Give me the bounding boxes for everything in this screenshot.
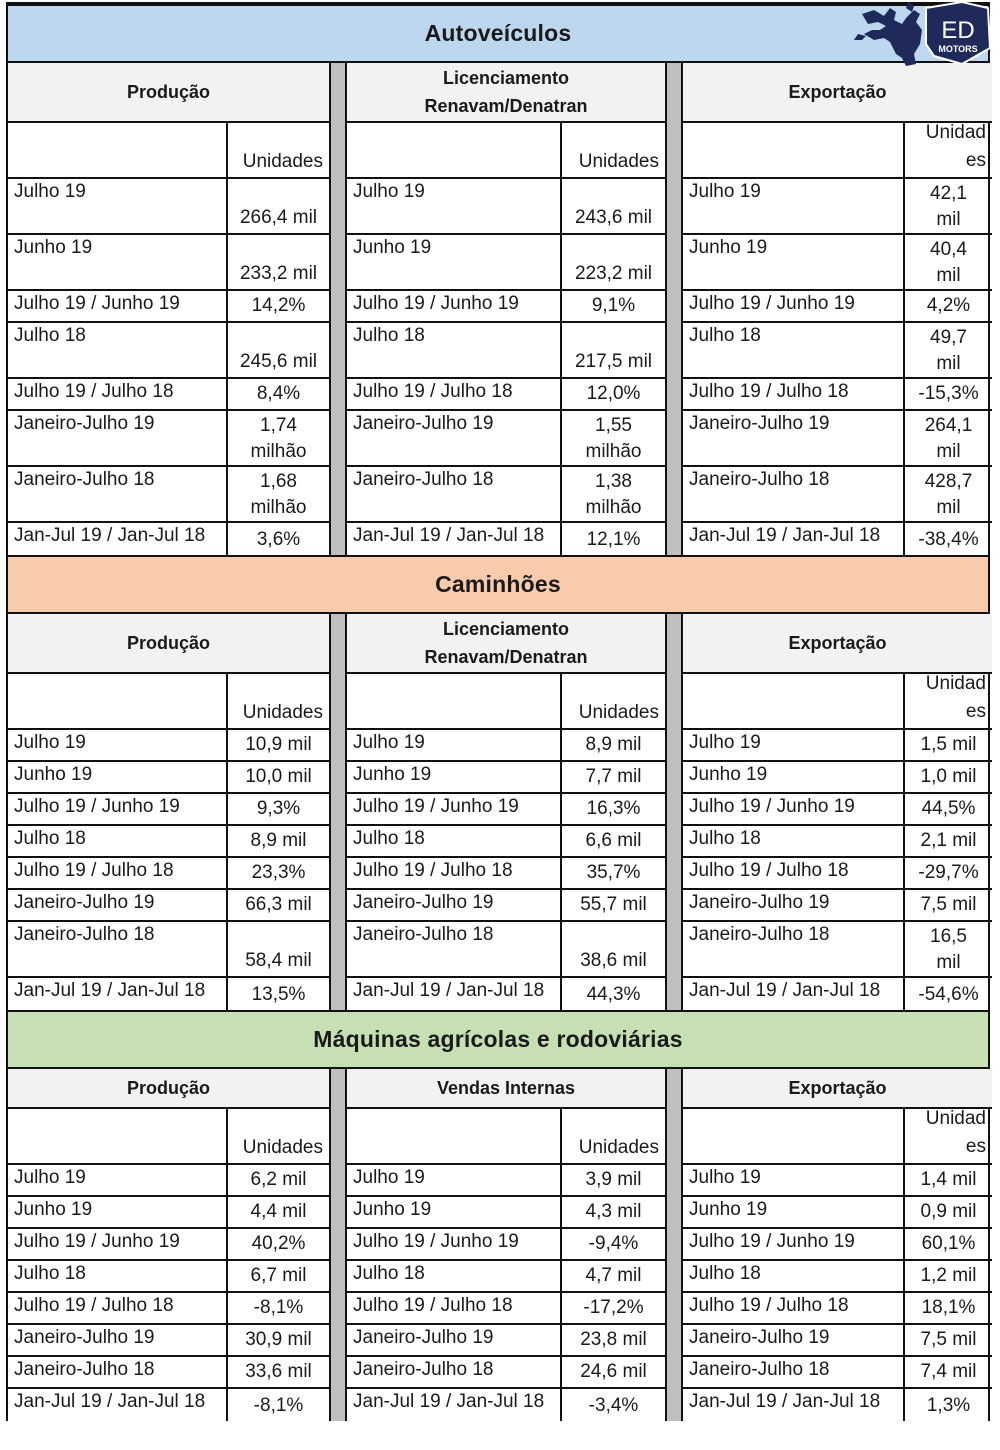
units-header: Unidades (242, 151, 323, 172)
table-row (683, 1261, 992, 1293)
table-row (347, 1357, 665, 1389)
row-value: 1,0 mil (920, 766, 977, 787)
table-row (683, 890, 992, 922)
row-value: 7,4 mil (920, 1361, 977, 1382)
row-label: Julho 18 (683, 826, 905, 856)
row-value: 2,1 mil (920, 830, 977, 851)
table-row (8, 467, 329, 523)
row-label: Julho 19 / Junho 19 (347, 794, 562, 824)
table-row (8, 794, 329, 826)
table-row (347, 730, 665, 762)
units-label-blank (347, 123, 562, 177)
table-row (347, 794, 665, 826)
data-group (8, 614, 329, 1010)
row-value: 4,2% (926, 295, 971, 316)
units-row (347, 674, 665, 730)
row-value: -17,2% (583, 1297, 644, 1318)
table-row (683, 179, 992, 235)
row-label: Janeiro-Julho 18 (347, 922, 562, 976)
row-label: Junho 19 (347, 762, 562, 792)
units-label-blank (347, 1109, 562, 1163)
table-row (8, 291, 329, 323)
data-group (683, 614, 992, 1010)
table-row (8, 1293, 329, 1325)
row-value: 1,74 milhão (250, 415, 307, 462)
table-row (347, 1325, 665, 1357)
table-row (8, 978, 329, 1010)
row-value: -8,1% (253, 1395, 304, 1416)
row-label: Janeiro-Julho 19 (347, 890, 562, 920)
table-row (8, 1197, 329, 1229)
row-value: 35,7% (586, 862, 641, 883)
row-label: Janeiro-Julho 19 (8, 890, 228, 920)
section-autoveiculos (8, 4, 988, 555)
table-row (347, 1389, 665, 1421)
table-row (347, 858, 665, 890)
units-row (683, 123, 992, 179)
units-label-blank (8, 674, 228, 728)
column-separator (665, 63, 683, 555)
row-value: 1,38 milhão (585, 471, 642, 518)
row-label: Junho 19 (8, 762, 228, 792)
row-value: 42,1 mil (930, 183, 967, 230)
table-row (683, 1165, 992, 1197)
table-row (347, 1165, 665, 1197)
table-row (347, 379, 665, 411)
table-row (347, 179, 665, 235)
units-label-blank (683, 674, 905, 728)
units-label-blank (8, 1109, 228, 1163)
row-label: Julho 19 / Julho 18 (347, 379, 562, 409)
row-value: -15,3% (918, 383, 979, 404)
table-row (347, 1293, 665, 1325)
table-row (8, 379, 329, 411)
row-value: 3,6% (256, 529, 301, 550)
units-row (683, 1109, 992, 1165)
row-label: Junho 19 (347, 235, 562, 289)
units-row (8, 674, 329, 730)
table-row (8, 179, 329, 235)
data-group (8, 63, 329, 555)
table-row (683, 467, 992, 523)
row-label: Julho 19 / Junho 19 (683, 1229, 905, 1259)
data-group (347, 63, 665, 555)
units-header: Unidades (242, 702, 323, 723)
row-value: 12,1% (586, 529, 641, 550)
row-value: 266,4 mil (239, 207, 318, 228)
table-row (8, 1389, 329, 1421)
group-header: Vendas Internas (347, 1069, 665, 1109)
row-value: 4,3 mil (585, 1201, 642, 1222)
row-label: Julho 19 / Junho 19 (683, 794, 905, 824)
row-value: 428,7 mil (924, 471, 973, 518)
column-separator (665, 614, 683, 1010)
row-label: Janeiro-Julho 18 (683, 1357, 905, 1387)
row-value: -9,4% (588, 1233, 639, 1254)
row-label: Julho 19 / Junho 19 (8, 291, 228, 321)
row-value: 12,0% (586, 383, 641, 404)
table-row (8, 826, 329, 858)
row-label: Janeiro-Julho 19 (8, 1325, 228, 1355)
table-row (8, 762, 329, 794)
row-label: Jan-Jul 19 / Jan-Jul 18 (347, 978, 562, 1010)
data-group (683, 63, 992, 555)
table-row (8, 858, 329, 890)
row-label: Janeiro-Julho 18 (347, 467, 562, 521)
units-label-blank (347, 674, 562, 728)
table-row (8, 411, 329, 467)
logo-subtext: MOTORS (938, 44, 978, 54)
table-row (8, 235, 329, 291)
table-row (683, 1197, 992, 1229)
row-value: 245,6 mil (239, 351, 318, 372)
row-label: Jan-Jul 19 / Jan-Jul 18 (683, 978, 905, 1010)
group-header: Exportação (683, 1069, 992, 1109)
row-label: Julho 18 (347, 1261, 562, 1291)
row-value: 8,4% (256, 383, 301, 404)
logo-text: ED (941, 17, 975, 44)
row-value: 24,6 mil (580, 1361, 647, 1382)
row-value: -38,4% (918, 529, 979, 550)
row-label: Julho 19 (347, 1165, 562, 1195)
row-value: 233,2 mil (239, 263, 318, 284)
units-row (8, 123, 329, 179)
row-value: 1,68 milhão (250, 471, 307, 518)
row-label: Julho 18 (8, 323, 228, 377)
row-value: 264,1 mil (924, 415, 973, 462)
row-value: 40,2% (251, 1233, 306, 1254)
table-row (683, 291, 992, 323)
row-value: 23,3% (251, 862, 306, 883)
units-header: Unidad es (925, 122, 986, 171)
row-label: Julho 19 (683, 730, 905, 760)
column-separator (329, 1069, 347, 1421)
table-row (683, 323, 992, 379)
row-label: Julho 19 (8, 730, 228, 760)
units-row (347, 1109, 665, 1165)
column-separator (665, 1069, 683, 1421)
units-label-blank (683, 123, 905, 177)
table-row (8, 1229, 329, 1261)
row-value: -3,4% (588, 1395, 639, 1416)
row-label: Jan-Jul 19 / Jan-Jul 18 (8, 978, 228, 1010)
row-label: Janeiro-Julho 18 (347, 1357, 562, 1387)
ed-motors-logo (844, 0, 994, 68)
section-maquinas (8, 1010, 988, 1421)
row-value: 8,9 mil (250, 830, 307, 851)
row-value: 16,5 mil (930, 926, 967, 973)
row-label: Janeiro-Julho 19 (8, 411, 228, 465)
table-row (8, 323, 329, 379)
row-label: Jan-Jul 19 / Jan-Jul 18 (8, 1389, 228, 1421)
row-label: Julho 19 / Junho 19 (347, 1229, 562, 1259)
row-label: Julho 18 (347, 826, 562, 856)
row-label: Julho 19 / Julho 18 (683, 379, 905, 409)
table-row (8, 1261, 329, 1293)
row-value: 40,4 mil (930, 239, 967, 286)
row-value: 3,9 mil (585, 1169, 642, 1190)
section-title-maquinas: Máquinas agrícolas e rodoviárias (8, 1010, 988, 1069)
row-value: -54,6% (918, 984, 979, 1005)
row-label: Julho 19 (683, 1165, 905, 1195)
units-row (347, 123, 665, 179)
row-value: -8,1% (253, 1297, 304, 1318)
group-header: Exportação (683, 614, 992, 674)
row-value: 0,9 mil (920, 1201, 977, 1222)
table-row (8, 730, 329, 762)
units-row (683, 674, 992, 730)
row-value: 223,2 mil (574, 263, 653, 284)
table-row (8, 890, 329, 922)
row-label: Junho 19 (8, 1197, 228, 1227)
row-label: Julho 19 / Julho 18 (8, 379, 228, 409)
row-label: Janeiro-Julho 18 (683, 922, 905, 976)
table-row (8, 1357, 329, 1389)
table-row (683, 858, 992, 890)
table-row (8, 1325, 329, 1357)
table-row (347, 890, 665, 922)
table-row (683, 794, 992, 826)
row-label: Julho 19 / Junho 19 (347, 291, 562, 321)
table-row (347, 1261, 665, 1293)
row-label: Jan-Jul 19 / Jan-Jul 18 (683, 523, 905, 555)
table-row (683, 235, 992, 291)
row-value: 6,7 mil (250, 1265, 307, 1286)
row-label: Junho 19 (8, 235, 228, 289)
row-label: Julho 19 / Julho 18 (8, 1293, 228, 1323)
row-value: 4,7 mil (585, 1265, 642, 1286)
row-label: Julho 19 / Julho 18 (347, 858, 562, 888)
table-row (683, 762, 992, 794)
row-value: 8,9 mil (585, 734, 642, 755)
row-label: Julho 19 / Julho 18 (8, 858, 228, 888)
row-label: Julho 18 (683, 1261, 905, 1291)
row-label: Jan-Jul 19 / Jan-Jul 18 (8, 523, 228, 555)
table-row (683, 411, 992, 467)
column-separator (329, 63, 347, 555)
row-label: Julho 18 (8, 1261, 228, 1291)
row-value: 14,2% (251, 295, 306, 316)
row-value: 58,4 mil (245, 950, 312, 971)
units-row (8, 1109, 329, 1165)
table-row (8, 1165, 329, 1197)
table-row (347, 1229, 665, 1261)
row-label: Julho 19 / Julho 18 (683, 858, 905, 888)
row-value: 7,5 mil (920, 1329, 977, 1350)
row-label: Julho 19 (347, 730, 562, 760)
table-row (8, 523, 329, 555)
row-value: 7,5 mil (920, 894, 977, 915)
row-value: 16,3% (586, 798, 641, 819)
row-value: 44,3% (586, 984, 641, 1005)
row-label: Julho 19 / Junho 19 (683, 291, 905, 321)
row-label: Julho 18 (683, 323, 905, 377)
row-label: Julho 19 / Julho 18 (347, 1293, 562, 1323)
group-header: Produção (8, 614, 329, 674)
table-row (347, 411, 665, 467)
row-label: Janeiro-Julho 19 (683, 411, 905, 465)
table-row (683, 1325, 992, 1357)
row-label: Julho 19 (683, 179, 905, 233)
table-row (683, 1357, 992, 1389)
row-value: 10,0 mil (245, 766, 312, 787)
row-label: Junho 19 (683, 1197, 905, 1227)
row-value: 217,5 mil (574, 351, 653, 372)
row-value: 243,6 mil (574, 207, 653, 228)
row-value: 13,5% (251, 984, 306, 1005)
table-row (347, 467, 665, 523)
table-row (347, 291, 665, 323)
group-row (8, 63, 988, 555)
row-label: Junho 19 (347, 1197, 562, 1227)
row-value: 49,7 mil (930, 327, 967, 374)
table-row (683, 1293, 992, 1325)
row-label: Janeiro-Julho 18 (8, 467, 228, 521)
table-row (683, 978, 992, 1010)
row-value: 44,5% (921, 798, 976, 819)
section-caminhoes (8, 555, 988, 1010)
row-label: Janeiro-Julho 18 (8, 1357, 228, 1387)
statistics-sheet (6, 4, 990, 1421)
row-label: Jan-Jul 19 / Jan-Jul 18 (683, 1389, 905, 1421)
group-header: Exportação (683, 63, 992, 123)
units-header: Unidades (578, 1137, 659, 1158)
row-label: Junho 19 (683, 762, 905, 792)
row-value: 1,55 milhão (585, 415, 642, 462)
row-label: Janeiro-Julho 18 (8, 922, 228, 976)
row-label: Julho 19 / Junho 19 (8, 1229, 228, 1259)
row-label: Janeiro-Julho 19 (347, 1325, 562, 1355)
row-label: Janeiro-Julho 19 (683, 1325, 905, 1355)
row-value: 9,1% (591, 295, 636, 316)
table-row (347, 323, 665, 379)
row-label: Jan-Jul 19 / Jan-Jul 18 (347, 523, 562, 555)
table-row (683, 379, 992, 411)
group-header: Produção (8, 63, 329, 123)
table-row (683, 922, 992, 978)
row-value: 38,6 mil (580, 950, 647, 971)
row-label: Julho 19 (8, 1165, 228, 1195)
row-value: 10,9 mil (245, 734, 312, 755)
row-label: Julho 19 (347, 179, 562, 233)
row-value: 6,6 mil (585, 830, 642, 851)
units-header: Unidad es (925, 1108, 986, 1157)
group-row (8, 614, 988, 1010)
units-header: Unidades (578, 702, 659, 723)
row-label: Jan-Jul 19 / Jan-Jul 18 (347, 1389, 562, 1421)
row-label: Janeiro-Julho 18 (683, 467, 905, 521)
row-value: 6,2 mil (250, 1169, 307, 1190)
row-label: Janeiro-Julho 19 (347, 411, 562, 465)
row-label: Julho 19 / Julho 18 (683, 1293, 905, 1323)
group-header: Produção (8, 1069, 329, 1109)
data-group (347, 614, 665, 1010)
row-value: 55,7 mil (580, 894, 647, 915)
row-value: 30,9 mil (245, 1329, 312, 1350)
row-value: 1,2 mil (920, 1265, 977, 1286)
units-header: Unidad es (925, 673, 986, 722)
units-header: Unidades (242, 1137, 323, 1158)
row-value: 1,5 mil (920, 734, 977, 755)
units-header: Unidades (578, 151, 659, 172)
data-group (347, 1069, 665, 1421)
row-value: 9,3% (256, 798, 301, 819)
row-value: 18,1% (921, 1297, 976, 1318)
data-group (8, 1069, 329, 1421)
row-label: Julho 18 (347, 323, 562, 377)
table-row (347, 762, 665, 794)
table-row (683, 730, 992, 762)
table-row (347, 922, 665, 978)
row-value: 60,1% (921, 1233, 976, 1254)
data-group (683, 1069, 992, 1421)
units-label-blank (8, 123, 228, 177)
row-value: 4,4 mil (250, 1201, 307, 1222)
row-label: Janeiro-Julho 19 (683, 890, 905, 920)
row-label: Julho 18 (8, 826, 228, 856)
section-title-caminhoes: Caminhões (8, 555, 988, 614)
section-title-autoveiculos: Autoveículos (8, 4, 988, 63)
table-row (683, 523, 992, 555)
group-row (8, 1069, 988, 1421)
row-value: -29,7% (918, 862, 979, 883)
group-header: Licenciamento Renavam/Denatran (347, 63, 665, 123)
row-value: 1,4 mil (920, 1169, 977, 1190)
row-value: 23,8 mil (580, 1329, 647, 1350)
table-row (347, 978, 665, 1010)
row-value: 33,6 mil (245, 1361, 312, 1382)
column-separator (329, 614, 347, 1010)
griffin-icon (854, 2, 922, 66)
row-value: 1,3% (926, 1395, 971, 1416)
table-row (347, 523, 665, 555)
table-row (347, 235, 665, 291)
row-label: Junho 19 (683, 235, 905, 289)
group-header: Licenciamento Renavam/Denatran (347, 614, 665, 674)
table-row (683, 826, 992, 858)
table-row (683, 1229, 992, 1261)
row-label: Julho 19 (8, 179, 228, 233)
table-row (347, 1197, 665, 1229)
table-row (8, 922, 329, 978)
table-row (683, 1389, 992, 1421)
row-value: 7,7 mil (585, 766, 642, 787)
row-label: Julho 19 / Junho 19 (8, 794, 228, 824)
units-label-blank (683, 1109, 905, 1163)
table-row (347, 826, 665, 858)
row-value: 66,3 mil (245, 894, 312, 915)
